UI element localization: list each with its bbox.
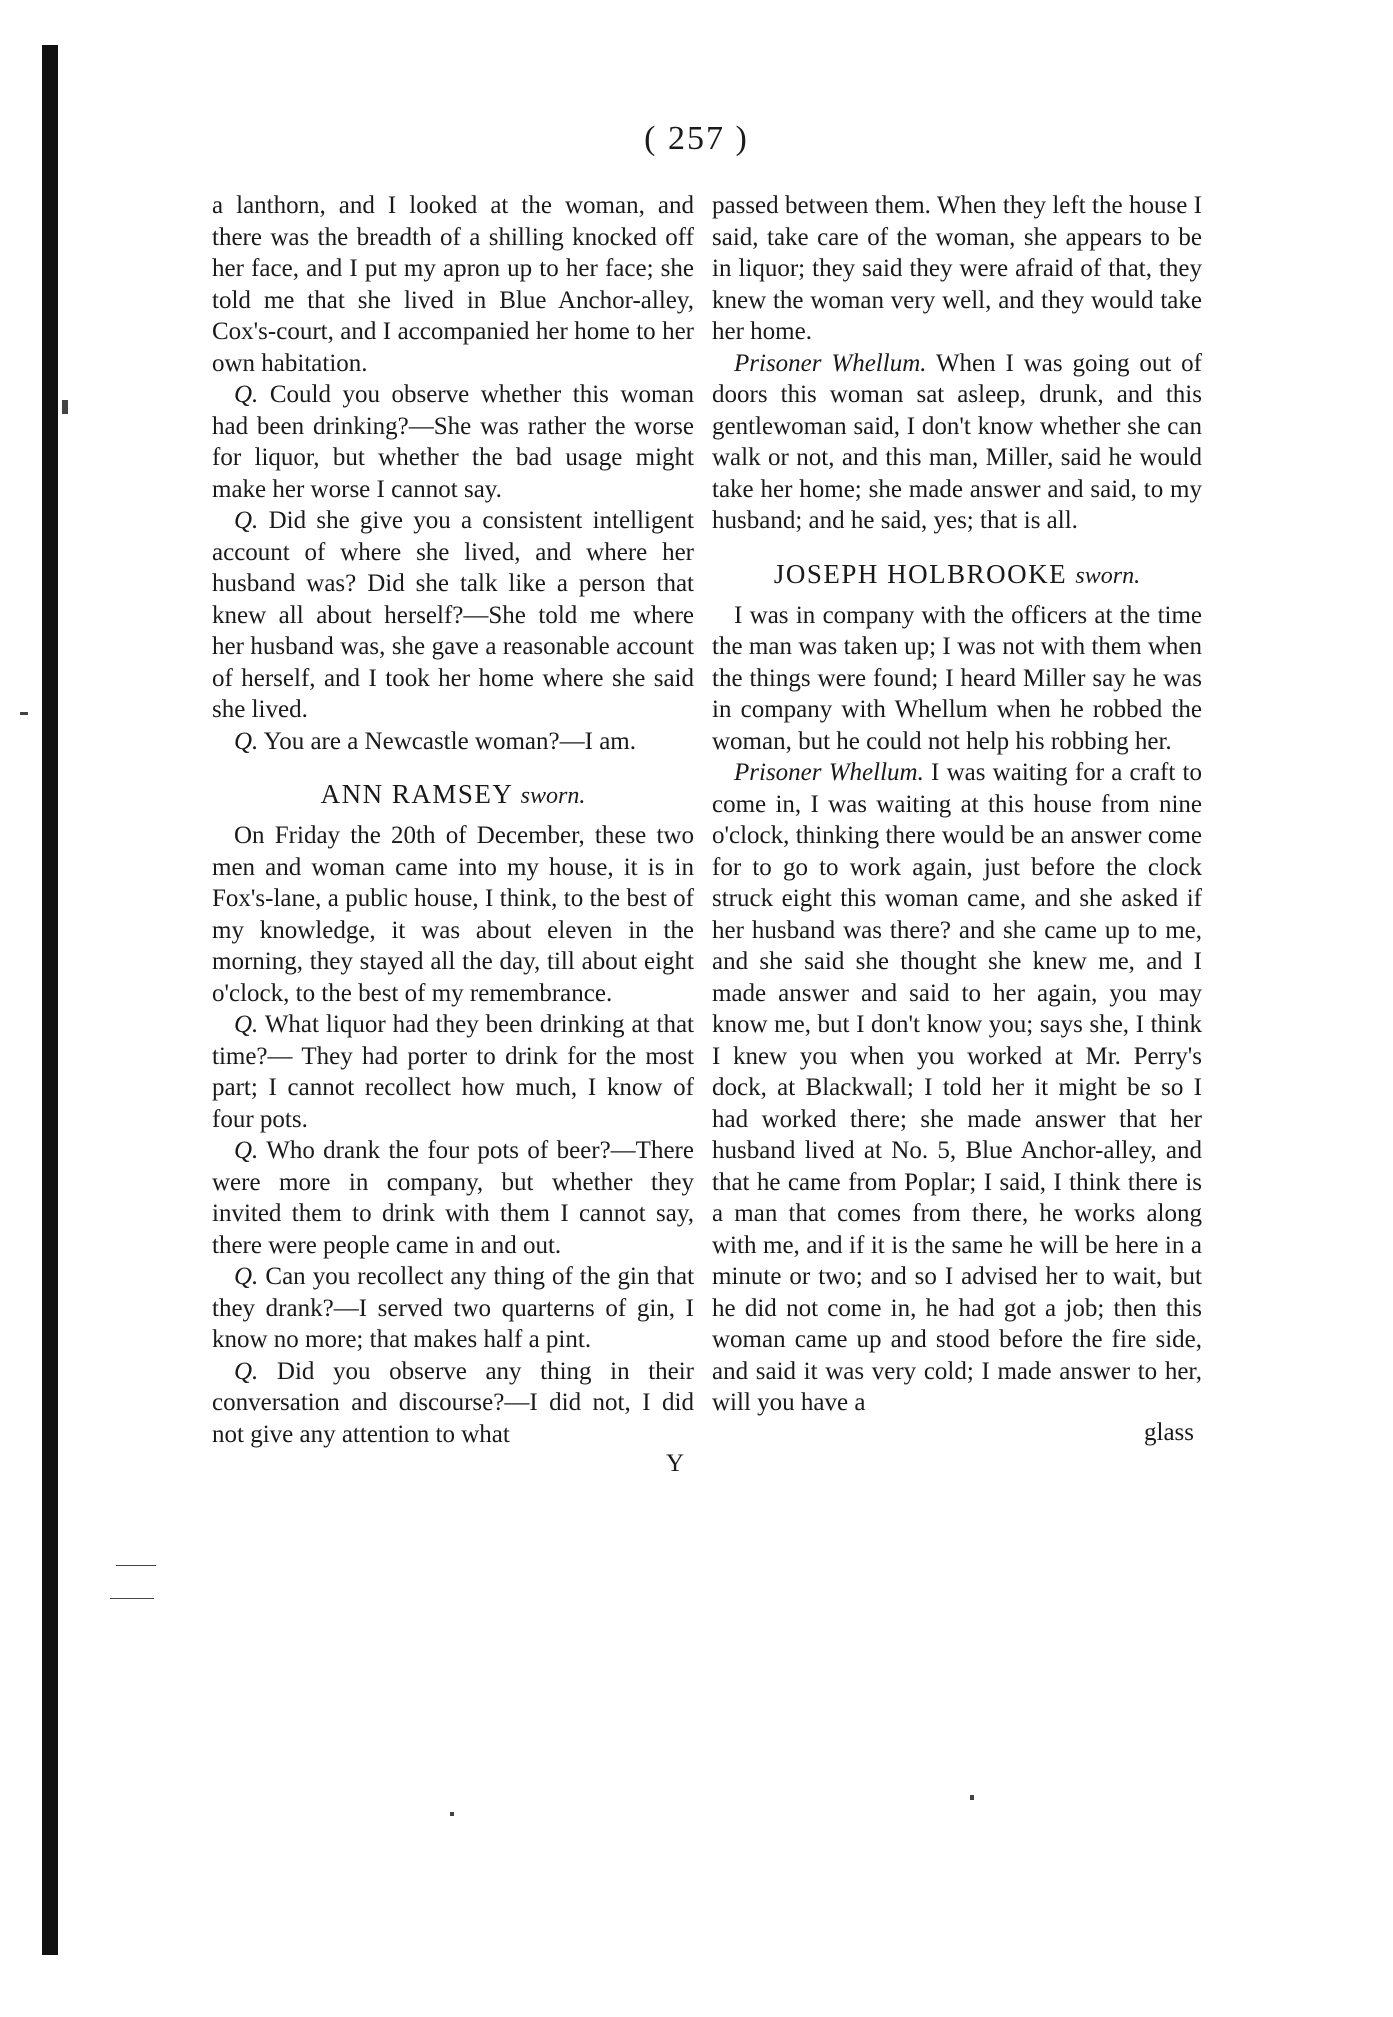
question-paragraph bbox=[212, 1009, 694, 1135]
prisoner-text: When I was going out of doors this woman sat asleep, drunk, and this gentlewoman said, I don't know whether she can walk or not, and this man, Miller, said he would take her home; she made answer and said, to my husband; and he said, yes; that is all. bbox=[712, 349, 1202, 534]
right-column bbox=[712, 190, 1202, 1447]
question-paragraph bbox=[212, 1356, 694, 1451]
sworn-label: sworn. bbox=[1075, 562, 1141, 589]
question-paragraph bbox=[212, 1261, 694, 1356]
witness-name: JOSEPH HOLBROOKE bbox=[773, 558, 1068, 589]
paragraph: passed between them. When they left the house I said, take care of the woman, she appears to be in liquor; they said they were afraid of that, they knew the woman very well, and they would take her home. bbox=[712, 192, 1202, 345]
paragraph: a lanthorn, and I looked at the woman, and there was the breadth of a shilling knocked off her face, and I put my apron up to her face; she told me that she lived in Blue Anchor-alley, Cox's-court, and I accompanied her home to her own habitation. bbox=[212, 192, 694, 377]
page-number: ( 257 ) bbox=[644, 120, 749, 157]
question-mark-label: Q. bbox=[234, 381, 259, 408]
ink-speck bbox=[62, 400, 68, 414]
paragraph: On Friday the 20th of December, these two men and woman came into my house, it is in Fox's-lane, a public house, I think, to the best of my knowledge, it was about eleven in the morning, they stayed all the day, till about eight o'clock, to the best of my remembrance. bbox=[212, 822, 694, 1007]
ink-speck bbox=[110, 1598, 154, 1599]
left-column bbox=[212, 190, 694, 1478]
question-text: Who drank the four pots of beer?—There were more in company, but whether they invited them to drink with them I cannot say, there were people came in and out. bbox=[212, 1137, 694, 1259]
prisoner-label: Prisoner Whellum. bbox=[734, 349, 927, 377]
sworn-label: sworn. bbox=[520, 783, 586, 809]
prisoner-paragraph bbox=[712, 757, 1202, 1419]
paragraph: I was in company with the officers at the time the man was taken up; I was not with them when the things were found; I heard Miller say he was in company with Whellum when he robbed the woman, but he could not help his robbing her. bbox=[712, 601, 1202, 755]
prisoner-text: I was waiting for a craft to come in, I was waiting at this house from nine o'clock, thinking there would be an answer come for to go to work again, just before the clock struck eight this woman came, and she asked if her husband was there? and she came up to me, and she said she thought she knew me, and I made answer and said to her again, you may know me, but I don't know you; says she, I think I knew you when you worked at Mr. Perry's dock, at Blackwall; I told her it might be so I had worked there; she made answer that her husband lived at No. 5, Blue Anchor-alley, and that he came from Poplar; I said, I think there is a man that comes from there, he works along with me, and if it is the same he will be here in a minute or two; and so I advised her to wait, but he did not come in, he had got a job; then this woman came up and stood before the fire side, and said it was very cold; I made answer to her, will you have a bbox=[712, 759, 1202, 1416]
ink-speck bbox=[20, 712, 28, 715]
question-text: You are a Newcastle woman?—I am. bbox=[263, 727, 636, 755]
prisoner-label: Prisoner Whellum. bbox=[734, 759, 924, 786]
question-mark-label: Q. bbox=[234, 1011, 259, 1038]
witness-heading bbox=[712, 559, 1202, 590]
page-edge-shadow bbox=[42, 45, 58, 1955]
witness-name: ANN RAMSEY bbox=[320, 779, 513, 809]
question-paragraph bbox=[212, 379, 694, 505]
catchword-signature: Y bbox=[665, 1450, 684, 1477]
question-mark-label: Q. bbox=[234, 1357, 259, 1385]
question-mark-label: Q. bbox=[234, 727, 259, 755]
question-text: Did she give you a consistent intelligent account of where she lived, and where her husband was? Did she talk like a person that knew all about herself?—She told me where her husband was, she gave a reasonable account of herself, and I took her home where she said she lived. bbox=[212, 507, 694, 723]
ink-speck bbox=[116, 1565, 156, 1566]
witness-heading bbox=[212, 779, 694, 810]
ink-speck bbox=[450, 1812, 454, 1816]
question-text: Did you observe any thing in their conversation and discourse?—I did not, I did not give any attention to what bbox=[212, 1357, 695, 1448]
ink-speck bbox=[970, 1795, 974, 1800]
question-paragraph bbox=[212, 726, 694, 758]
question-mark-label: Q. bbox=[234, 507, 259, 534]
question-paragraph bbox=[212, 505, 694, 726]
question-mark-label: Q. bbox=[234, 1263, 259, 1290]
question-paragraph bbox=[212, 1135, 694, 1261]
catchword: glass bbox=[1144, 1418, 1194, 1446]
question-text: Can you recollect any thing of the gin that they drank?—I served two quarterns of gin, I know no more; that makes half a pint. bbox=[212, 1263, 695, 1353]
prisoner-paragraph bbox=[712, 348, 1202, 537]
question-mark-label: Q. bbox=[234, 1137, 259, 1164]
question-text: What liquor had they been drinking at that time?— They had porter to drink for the most part; I cannot recollect how much, I know of four pots. bbox=[212, 1011, 694, 1133]
question-text: Could you observe whether this woman had been drinking?—She was rather the worse for liquor, but whether the bad usage might make her worse I cannot say. bbox=[212, 381, 694, 503]
